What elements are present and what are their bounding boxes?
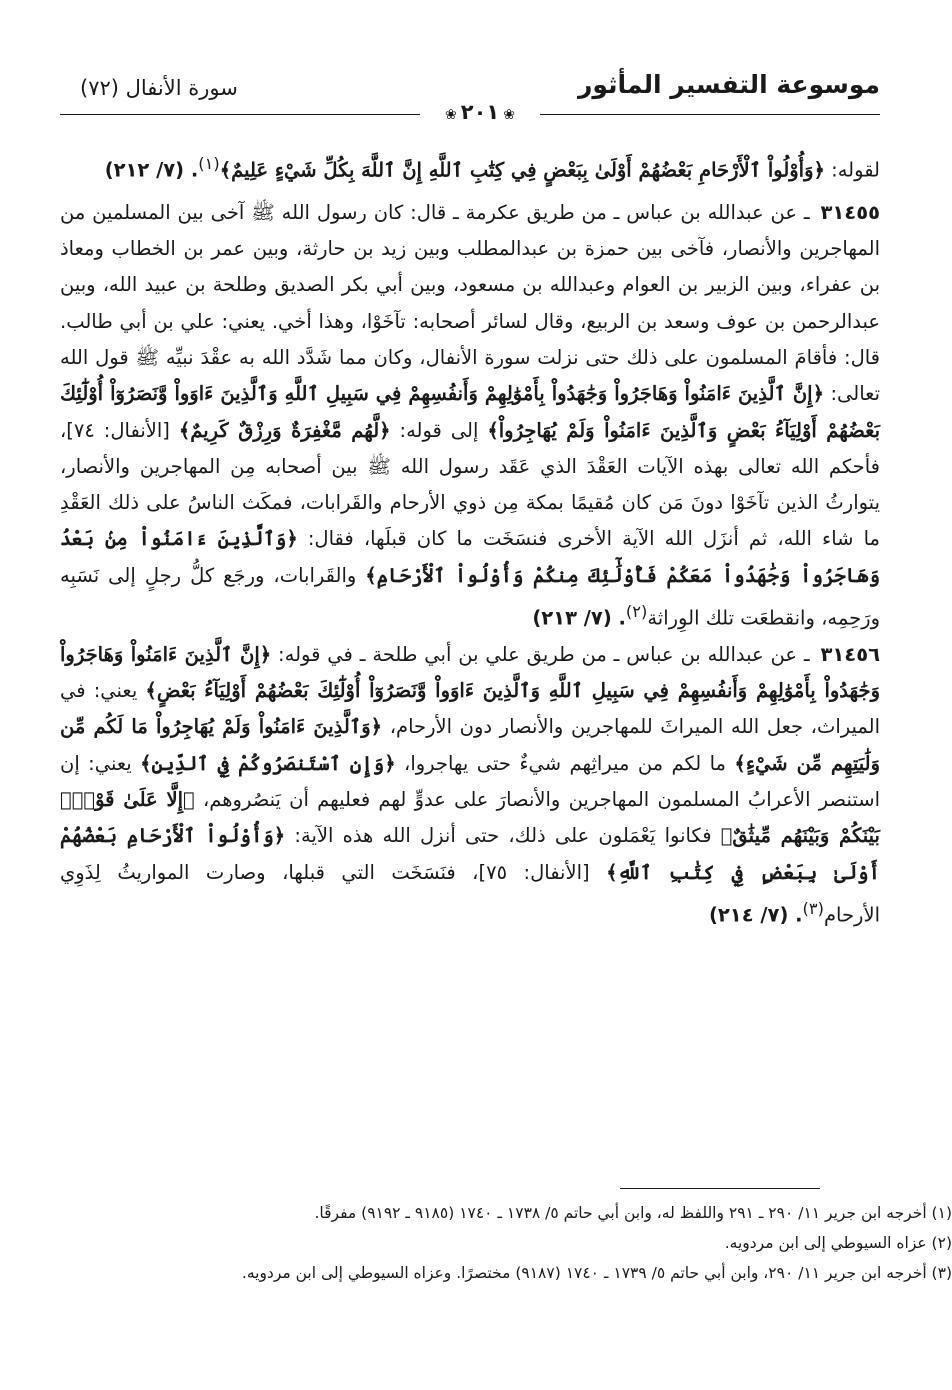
quran-verse: ﴿وَأُوْلُواْ ٱلْأَرْحَامِ بَعْضُهُمْ أَوْلَىٰ بِبَعْضٍ فِي كِتَٰبِ ٱللَّهِ إِنَّ ٱللَّهَ بِكُلِّ شَيْءٍ عَلِيمٌ﴾ [219,158,825,182]
footnote-separator [620,1188,820,1189]
quran-verse: ﴿وَإِنِ ٱسْتَنصَرُوكُمْ فِي ٱلدِّينِ﴾ [140,751,396,775]
book-title: موسوعة التفسير المأثور [578,70,880,99]
entry-number: ٣١٤٥٥ [820,200,880,224]
surah-title: سورة الأنفال (٧٢) [80,76,238,100]
quran-verse: ﴿إِنَّ ٱلَّذِينَ ءَامَنُواْ وَهَاجَرُواْ وَجَٰهَدُواْ بِأَمْوَٰلِهِمْ وَأَنفُسِهِمْ فِي سَبِيلِ ٱللَّهِ وَٱلَّذِينَ ءَاوَواْ وَّنَصَرُوٓاْ أُوْلَٰٓئِكَ بَعْضُهُمْ أَوْلِيَآءُ بَعْضٍ وَٱلَّذِينَ ءَامَنُواْ وَلَمْ يُهَاجِرُواْ﴾ [60,382,881,442]
entry-text: والقَرابات، ورجَع كلُّ رجلٍ إلى نَسَبِه ورَحِمِه، وانقطعَت تلك الوِراثة [60,563,880,630]
footnote-2: (٢) عزاه السيوطي إلى ابن مردويه. [724,1234,952,1252]
page-number-box [420,100,540,124]
footnote-marker: (٣) [802,898,824,918]
ornament-icon: ❀ [503,107,515,123]
ornament-icon: ❀ [445,107,457,123]
entry-text: ما لكم من ميراثِهم شيءٌ حتى يهاجروا، [395,751,735,775]
entry-text: ـ عن عبدالله بن عباس ـ من طريق عكرمة ـ قال: كان رسول الله ﷺ آخى بين المسلمين من المهاجرين والأنصار، فآخى بين حمزة بن عبدالمطلب وبين زيد بن حارثة، وبين عمر بن الخطاب ومعاذ بن عفراء، وبين الزبير بن العوام وعبدالله بن مسعود، وبين أبي بكر الصديق وطلحة بن عبيد الله، وبين عبدالرحمن بن عوف وسعد بن الربيع، وقال لسائر أصحابه: تآخَوْا، وهذا أخي. يعني: علي بن أبي طالب. قال: فأقامَ المسلمون على ذلك حتى نزلت سورة الأنفال، وكان مما شَدَّد الله به عقْدَ نبيِّه ﷺ قول الله تعالى: [60,200,880,406]
page [60,62,881,927]
quran-verse: ﴿لَّهُم مَّغْفِرَةٌ وَرِزْقٌ كَرِيمٌ﴾ [178,418,391,442]
footnotes [132,1198,952,1288]
footnote-marker: (١) [198,154,220,173]
entry-text: فكانوا يَعْمَلون على ذلك، حتى أنزل الله هذه الآية: [285,824,721,848]
footnote-3: (٣) أخرجه ابن جرير ١١/ ٢٩٠، وابن أبي حاتم ٥/ ١٧٣٩ ـ ١٧٤٠ (٩١٨٧) مختصرًا. وعزاه السيوطي إلى ابن مردويه. [241,1264,952,1282]
entry-text: يعني: إن استنصر الأعرابُ المسلمون المهاجرين والأنصارَ على عدوٍّ لهم فعليهم أن يَنصُروهم، [60,751,880,812]
entry-text: [الأنفال: ٧٥]، فنَسَخَت التي قبلها، وصارت المواريثُ لِذَوِي الأرحام [60,860,880,927]
entry-number: ٣١٤٥٦ [820,642,880,666]
volume-reference: . (٧/ ٢١٣) [532,606,626,630]
lead-line [60,146,880,189]
page-number: ٢٠١ [460,100,500,124]
entry-text: يعني: في الميراث، جعل الله الميراثَ للمهاجرين والأنصار دون الأرحام، [60,679,881,739]
running-header [60,62,880,124]
volume-reference: . (٧/ ٢١٢) [104,158,199,182]
quran-verse: ﴿وَٱلَّذِينَ ءَامَنُواْ مِنۢ بَعْدُ وَهَاجَرُواْ وَجَٰهَدُواْ مَعَكُمْ فَأُوْلَٰٓئِكَ مِنكُمْ وَأُوْلُواْ ٱلْأَرْحَامِ﴾ [60,527,880,587]
quran-verse: ﴿إِلَّا عَلَىٰ قَوْمِۢ بَيْنَكُمْ وَبَيْنَهُم مِّيثَٰقٌ﴾ [60,788,880,848]
entry-text: [الأنفال: ٧٤]، فأحكم الله تعالى بهذه الآيات العَقْدَ الذي عَقَد رسول الله ﷺ بين أصحابه مِن المهاجرين والأنصار، يتوارثُ الذين تآخَوْا دونَ مَن كان مُقيمًا بمكة مِن ذوي الأرحام والقَرابات، فمكَث الناسُ على ذلك العَقْدِ ما شاء الله، ثم أنزَل الله الآية الأخرى فنسَخَت ما كان قبلَها، فقال: [60,418,880,551]
quran-verse: ﴿وَأُوْلُواْ ٱلْأَرْحَامِ بَعْضُهُمْ أَوْلَىٰ بِبَعْضٍ فِي كِتَٰبِ ٱللَّهِ﴾ [60,824,881,884]
main-text [60,146,880,934]
entry-text: ـ عن عبدالله بن عباس ـ من طريق علي بن أبي طلحة ـ في قوله: [271,642,817,666]
volume-reference: . (٧/ ٢١٤) [708,903,803,927]
entry-text: إلى قوله: [390,418,488,442]
quran-verse: ﴿إِنَّ ٱلَّذِينَ ءَامَنُواْ وَهَاجَرُواْ وَجَٰهَدُواْ بِأَمْوَٰلِهِمْ وَأَنفُسِهِمْ فِي سَبِيلِ ٱللَّهِ وَٱلَّذِينَ ءَاوَواْ وَّنَصَرُوٓاْ أُوْلَٰٓئِكَ بَعْضُهُمْ أَوْلِيَآءُ بَعْضٍ﴾ [60,642,880,703]
quran-verse: ﴿وَٱلَّذِينَ ءَامَنُواْ وَلَمْ يُهَاجِرُواْ مَا لَكُم مِّن وَلَٰيَتِهِم مِّن شَيْءٍ﴾ [60,715,880,775]
lead-intro: لقوله: [824,158,880,182]
entry-31455 [60,195,880,637]
footnote-1: (١) أخرجه ابن جرير ١١/ ٢٩٠ ـ ٢٩١ واللفظ له، وابن أبي حاتم ٥/ ١٧٣٨ ـ ١٧٤٠ (٩١٨٥ ـ ٩١٩٢) مفرقًا. [314,1204,952,1222]
entry-31456 [60,637,880,934]
footnote-marker: (٢) [625,602,648,622]
